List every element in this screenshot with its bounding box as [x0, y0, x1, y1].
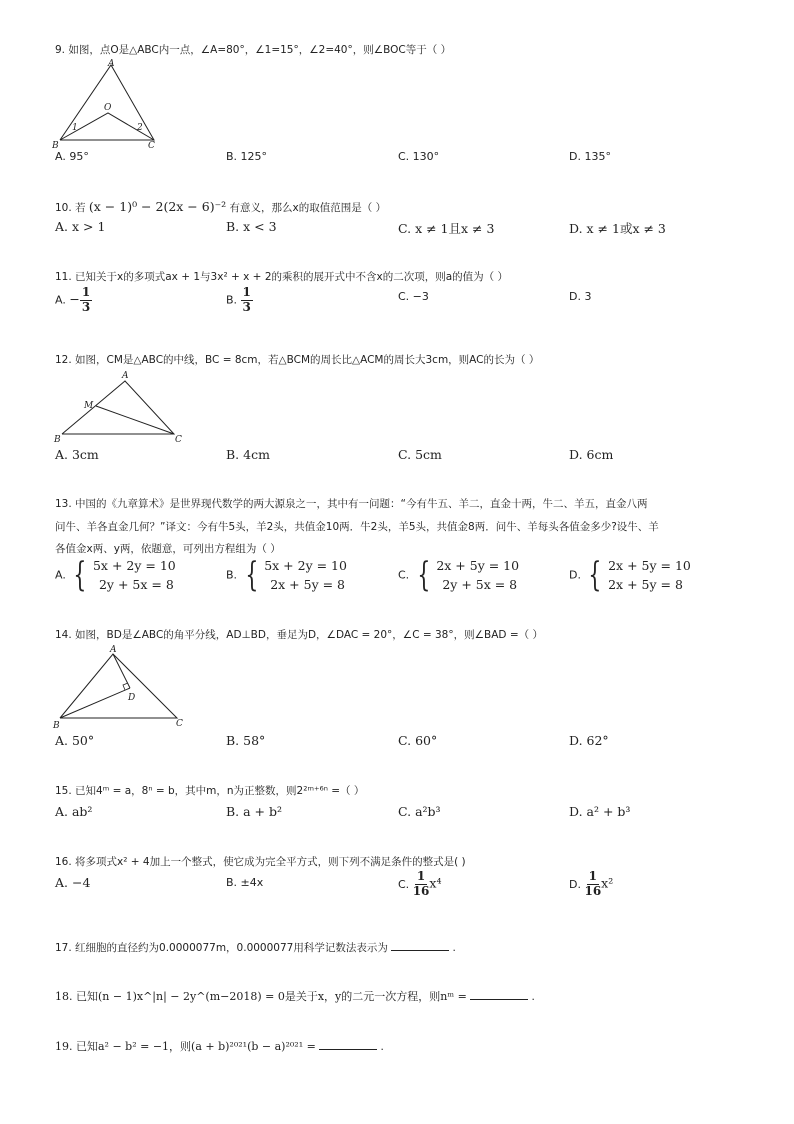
q12-option-a: A. 3cm	[55, 447, 99, 462]
question-9-text: 9. 如图，点O是△ABC内一点，∠A=80°，∠1=15°，∠2=40°，则∠BOC等于（ ）	[55, 44, 452, 56]
q13-option-c: C. { 2x + 5y = 10 2y + 5x = 8	[398, 555, 520, 595]
answer-blank	[470, 989, 528, 1000]
q14-label-c: C	[176, 719, 183, 729]
q9-label-c: C	[148, 141, 155, 150]
question-16-text: 16. 将多项式x² + 4加上一个整式，使它成为完全平方式，则下列不满足条件的整式是( )	[55, 856, 466, 868]
q9-label-angle1: 1	[72, 123, 78, 133]
q11-option-c: C. −3	[398, 290, 429, 303]
q14-label-a: A	[110, 645, 117, 655]
q12-option-c: C. 5cm	[398, 447, 442, 462]
q10-post: 有意义，那么x的取值范围是（ ）	[229, 202, 387, 214]
brace-icon: {	[244, 555, 258, 595]
brace-icon: {	[73, 555, 87, 595]
q10-option-a: A. x > 1	[55, 219, 106, 234]
q13-option-a: A. { 5x + 2y = 10 2y + 5x = 8	[55, 555, 176, 595]
question-11-text: 11. 已知关于x的多项式ax + 1与3x² + x + 2的乘积的展开式中不含x的二次项，则a的值为（ ）	[55, 271, 508, 283]
question-15-text: 15. 已知4ᵐ = a，8ⁿ = b，其中m，n为正整数，则2²ᵐ⁺⁶ⁿ =（ ）	[55, 785, 365, 797]
question-13-line-1: 13. 中国的《九章算术》是世界现代数学的两大源泉之一，其中有一问题：“今有牛五、羊二，直金十两，牛二、羊五，直金八两	[55, 498, 648, 510]
q11-option-b: B. $\frac{1}{3}$	[226, 285, 251, 314]
question-19-text: 19. 已知a² − b² = −1，则(a + b)²⁰²¹(b − a)²⁰²¹ = .	[55, 1040, 384, 1053]
question-17-text: 17. 红细胞的直径约为0.0000077m，0.0000077用科学记数法表示为 .	[55, 942, 456, 954]
q13-option-b: B. { 5x + 2y = 10 2x + 5y = 8	[226, 555, 347, 595]
question-18-text: 18. 已知(n − 1)x^|n| − 2y^(m−2018) = 0是关于x，y的二元一次方程，则nᵐ = .	[55, 990, 535, 1003]
q10-number: 10.	[55, 202, 72, 214]
q12-option-d: D. 6cm	[569, 447, 614, 462]
q10-option-b: B. x < 3	[226, 219, 277, 234]
q15-option-d: D. a² + b³	[569, 804, 631, 819]
q12-label-b: B	[54, 435, 61, 445]
q16-option-b: B. ±4x	[226, 876, 264, 889]
q14-label-d: D	[128, 693, 136, 703]
q9-label-a: A	[108, 59, 115, 69]
q9-label-o: O	[104, 103, 112, 113]
q10-option-d: D. x ≠ 1或x ≠ 3	[569, 221, 666, 236]
brace-icon: {	[417, 555, 430, 595]
q16-option-a: A. −4	[55, 875, 91, 890]
question-9-figure	[52, 56, 167, 150]
question-14-text: 14. 如图，BD是∠ABC的角平分线，AD⊥BD，垂足为D，∠DAC = 20°，∠C = 38°，则∠BAD =（ ）	[55, 629, 543, 641]
question-10-text	[55, 199, 386, 215]
q16-option-c-fraction: $\frac{1}{16}$	[412, 869, 430, 898]
q9-label-b: B	[52, 141, 59, 150]
q9-option-b: B. 125°	[226, 150, 268, 163]
q15-option-a: A. ab²	[55, 804, 93, 819]
q14-option-b: B. 58°	[226, 733, 266, 748]
q16-option-d: D. $\frac{1}{16}$ x²	[569, 869, 614, 898]
q15-option-b: B. a + b²	[226, 804, 283, 819]
q11-option-d: D. 3	[569, 290, 592, 303]
q10-pre: 若	[75, 202, 86, 214]
q9-label-angle2: 2	[137, 123, 143, 133]
q10-expression: (x − 1)⁰ − 2(2x − 6)⁻²	[88, 199, 227, 214]
q13-option-d: D. { 2x + 5y = 10 2x + 5y = 8	[569, 555, 691, 595]
q11-option-a-fraction: $\frac{1}{3}$	[81, 285, 91, 314]
question-14-figure	[52, 644, 187, 732]
brace-icon: {	[588, 555, 602, 595]
q11-option-b-fraction: $\frac{1}{3}$	[242, 285, 251, 314]
q15-option-c: C. a²b³	[398, 804, 441, 819]
q12-option-b: B. 4cm	[226, 447, 270, 462]
question-13-line-2: 问牛、羊各直金几何？”译文：今有牛5头，羊2头，共值金10两．牛2头，羊5头，共值金8两．问牛、羊每头各值金多少?设牛、羊	[55, 521, 659, 533]
q14-option-a: A. 50°	[55, 733, 95, 748]
question-12-text: 12. 如图，CM是△ABC的中线，BC = 8cm，若△BCM的周长比△ACM的周长大3cm，则AC的长为（ ）	[55, 354, 540, 366]
q12-label-a: A	[122, 371, 129, 381]
q12-label-c: C	[175, 435, 182, 445]
q9-option-a: A. 95°	[55, 150, 89, 163]
q11-option-a: A. − $\frac{1}{3}$	[55, 285, 91, 314]
answer-blank	[319, 1039, 377, 1050]
q14-option-c: C. 60°	[398, 733, 438, 748]
q12-label-m: M	[84, 401, 94, 411]
q10-option-c: C. x ≠ 1且x ≠ 3	[398, 221, 495, 236]
question-13-line-3: 各值金x两、y两，依题意，可列出方程组为（ ）	[55, 543, 281, 555]
question-12-figure	[52, 368, 187, 446]
q14-label-b: B	[53, 721, 60, 731]
q14-option-d: D. 62°	[569, 733, 609, 748]
q9-option-d: D. 135°	[569, 150, 611, 163]
q9-option-c: C. 130°	[398, 150, 440, 163]
answer-blank	[391, 940, 449, 951]
q16-option-d-fraction: $\frac{1}{16}$	[584, 869, 602, 898]
q16-option-c: C. $\frac{1}{16}$ x⁴	[398, 869, 442, 898]
